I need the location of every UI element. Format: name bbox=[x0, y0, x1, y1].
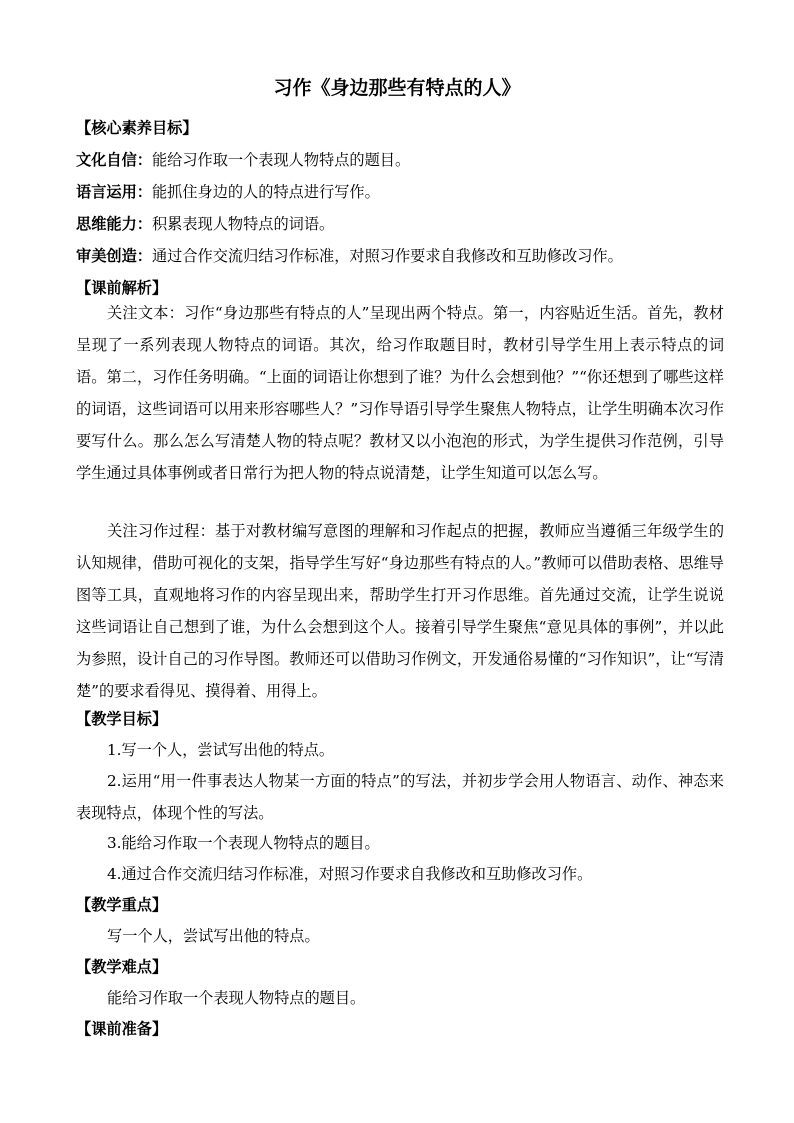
teaching-goal-2: 2.运用“用一件事表达人物某一方面的特点”的写法，并初步学会用人物语言、动作、神态来表现特点，体现个性的写法。 bbox=[76, 772, 724, 822]
analysis-paragraph-2: 关注习作过程：基于对教材编写意图的理解和习作起点的把握，教师应当遵循三年级学生的认知规律，借助可视化的支架，指导学生写好“身边那些有特点的人。”教师可以借助表格、思维导图等工具，直观地将习作的内容呈现出来，帮助学生打开习作思维。首先通过交流，让学生说说这些词语让自己想到了谁，为什么会想到这个人。接着引导学生聚焦“意见具体的事例”，并以此为参照，设计自己的习作导图。教师还可以借助习作例文，开发通俗易懂的“习作知识”，让“写清楚”的要求看得见、摸得着、用得上。 bbox=[76, 522, 724, 700]
goal-language-label: 语言运用： bbox=[76, 183, 152, 201]
goal-thinking-text: 积累表现人物特点的词语。 bbox=[151, 215, 335, 233]
goal-thinking bbox=[76, 208, 726, 240]
analysis-heading: 【课前解析】 bbox=[76, 279, 168, 297]
difficulty-text: 能给习作取一个表现人物特点的题目。 bbox=[107, 989, 366, 1007]
goal-aesthetic-label: 审美创造： bbox=[76, 247, 152, 265]
key-point-text: 写一个人，尝试写出他的特点。 bbox=[107, 927, 320, 945]
teaching-goals-heading: 【教学目标】 bbox=[76, 710, 168, 728]
difficulty-heading: 【教学难点】 bbox=[76, 958, 168, 976]
goal-culture-label: 文化自信： bbox=[76, 151, 152, 169]
analysis-paragraph-1: 关注文本：习作“身边那些有特点的人”呈现出两个特点。第一，内容贴近生活。首先，教材呈现了一系列表现人物特点的词语。其次，给习作取题目时，教材引导学生用上表示特点的词语。第二，习作任务明确。“上面的词语让你想到了谁？为什么会想到他？”“你还想到了哪些这样的词语，这些词语可以用来形容哪些人？”习作导语引导学生聚焦人物特点，让学生明确本次习作要写什么。那么怎么写清楚人物的特点呢？教材又以小泡泡的形式，为学生提供习作范例，引导学生通过具体事例或者日常行为把人物的特点说清楚，让学生知道可以怎么写。 bbox=[76, 304, 724, 482]
goal-culture-text: 能给习作取一个表现人物特点的题目。 bbox=[151, 151, 411, 169]
goal-aesthetic bbox=[76, 240, 726, 272]
goal-culture bbox=[76, 144, 726, 176]
document-title: 习作《身边那些有特点的人》 bbox=[273, 77, 521, 99]
goal-language-text: 能抓住身边的人的特点进行写作。 bbox=[151, 183, 380, 201]
preparation-heading: 【课前准备】 bbox=[76, 1020, 168, 1038]
key-point-heading: 【教学重点】 bbox=[76, 896, 168, 914]
teaching-goal-1: 1.写一个人，尝试写出他的特点。 bbox=[107, 741, 335, 759]
goal-thinking-label: 思维能力： bbox=[76, 215, 152, 233]
teaching-goal-4: 4.通过合作交流归结习作标准，对照习作要求自我修改和互助修改习作。 bbox=[107, 865, 593, 883]
goal-language bbox=[76, 176, 726, 208]
core-goals-heading: 【核心素养目标】 bbox=[76, 119, 198, 137]
teaching-goal-3: 3.能给习作取一个表现人物特点的题目。 bbox=[107, 834, 380, 852]
goal-aesthetic-text: 通过合作交流归结习作标准，对照习作要求自我修改和互助修改习作。 bbox=[151, 247, 623, 265]
